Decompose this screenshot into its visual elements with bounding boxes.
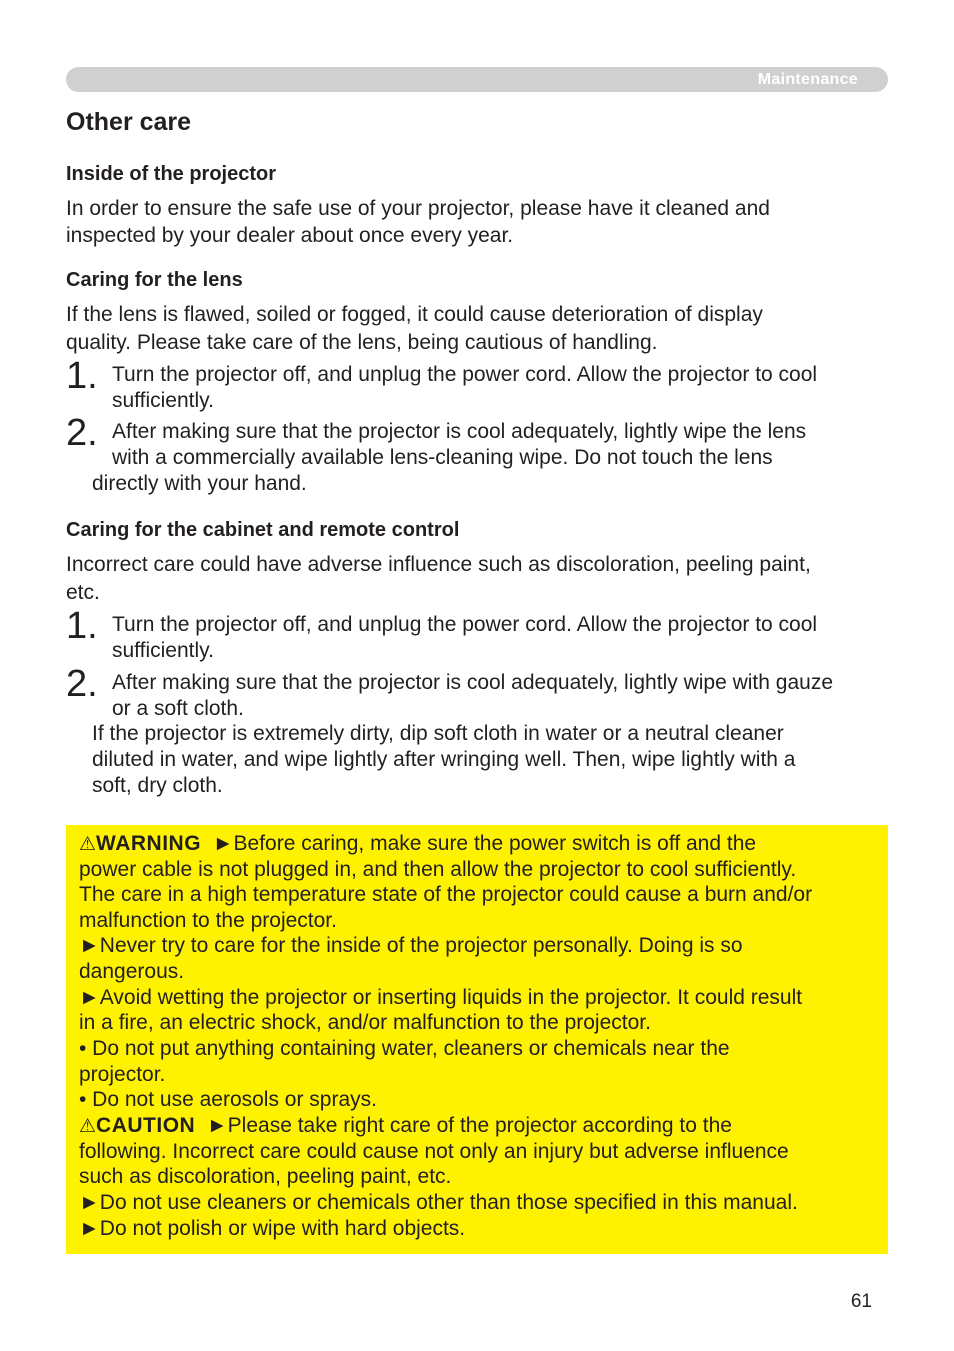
warning-line: malfunction to the projector. [79, 909, 337, 932]
step-line: sufficiently. [112, 639, 214, 662]
warning-line: power cable is not plugged in, and then allow the projector to cool sufficiently. [79, 858, 797, 881]
lens-intro-line-2: quality. Please take care of the lens, being cautious of handling. [66, 331, 658, 354]
caution-keyword: CAUTION [96, 1114, 196, 1137]
cabinet-intro-line-2: etc. [66, 581, 100, 604]
caution-line: such as discoloration, peeling paint, etc. [79, 1165, 452, 1188]
warning-line: dangerous. [79, 960, 185, 983]
step-number: 2. [66, 663, 98, 705]
warning-line: The care in a high temperature state of the projector could cause a burn and/or [79, 883, 813, 906]
lens-intro [66, 301, 886, 356]
step-line: directly with your hand. [92, 472, 307, 495]
caution-line: ►Do not polish or wipe with hard objects. [79, 1217, 466, 1240]
page-number: 61 [850, 1291, 872, 1312]
lens-heading: Caring for the lens [66, 269, 243, 291]
step-text [112, 362, 888, 414]
section-label: Maintenance [757, 71, 858, 88]
warning-line: • Do not use aerosols or sprays. [79, 1088, 377, 1111]
step-line: or a soft cloth. [112, 697, 244, 720]
warning-line: projector. [79, 1063, 166, 1086]
warning-line: ►Avoid wetting the projector or inserting liquids in the projector. It could result [79, 986, 803, 1009]
warning-line: in a fire, an electric shock, and/or malfunction to the projector. [79, 1011, 651, 1034]
cabinet-heading: Caring for the cabinet and remote control [66, 519, 460, 541]
section-header-bar [66, 67, 888, 92]
lens-intro-line-1: If the lens is flawed, soiled or fogged, it could cause deterioration of display [66, 303, 763, 326]
warning-keyword: WARNING [96, 832, 202, 855]
cabinet-intro-line-1: Incorrect care could have adverse influence such as discoloration, peeling paint, [66, 553, 811, 576]
step-number: 2. [66, 412, 98, 454]
warning-triangle-icon: ⚠ [79, 1116, 97, 1137]
step-line: diluted in water, and wipe lightly after wringing well. Then, wipe lightly with a [92, 748, 796, 771]
step-number: 1. [66, 605, 98, 647]
inside-line-2: inspected by your dealer about once every year. [66, 224, 514, 247]
step-line: If the projector is extremely dirty, dip soft cloth in water or a neutral cleaner [92, 722, 784, 745]
lens-step-2-continuation [92, 471, 882, 497]
step-line: soft, dry cloth. [92, 774, 223, 797]
warning-box [66, 825, 888, 1254]
step-line: with a commercially available lens-cleaning wipe. Do not touch the lens [112, 446, 773, 469]
warning-header-line [79, 831, 756, 858]
step-line: After making sure that the projector is cool adequately, lightly wipe with gauze [112, 671, 833, 694]
warning-line: ►Never try to care for the inside of the projector personally. Doing is so [79, 934, 743, 957]
page-title: Other care [66, 108, 192, 136]
warning-line: • Do not put anything containing water, cleaners or chemicals near the [79, 1037, 730, 1060]
step-text [112, 670, 888, 722]
caution-line: ►Please take right care of the projector according to the [206, 1114, 732, 1137]
inside-line-1: In order to ensure the safe use of your projector, please have it cleaned and [66, 197, 770, 220]
step-text [112, 612, 888, 664]
step-line: Turn the projector off, and unplug the power cord. Allow the projector to cool [112, 613, 818, 636]
step-line: After making sure that the projector is cool adequately, lightly wipe the lens [112, 420, 807, 443]
inside-paragraph [66, 195, 886, 249]
caution-header-line [79, 1113, 732, 1140]
caution-line: following. Incorrect care could cause not only an injury but adverse influence [79, 1140, 789, 1163]
inside-heading: Inside of the projector [66, 163, 277, 185]
step-line: Turn the projector off, and unplug the power cord. Allow the projector to cool [112, 363, 818, 386]
step-text [112, 419, 888, 471]
cabinet-intro [66, 551, 886, 606]
warning-triangle-icon: ⚠ [79, 834, 97, 855]
caution-line: ►Do not use cleaners or chemicals other than those specified in this manual. [79, 1191, 798, 1214]
step-number: 1. [66, 355, 98, 397]
warning-line: ►Before caring, make sure the power switch is off and the [212, 832, 757, 855]
cabinet-step-2-continuation [92, 721, 882, 799]
step-line: sufficiently. [112, 389, 214, 412]
